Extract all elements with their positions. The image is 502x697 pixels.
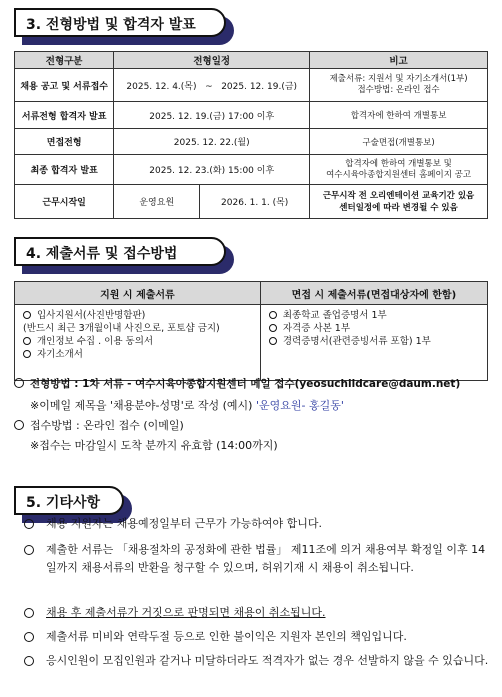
notice-item: 채용 지원자는 채용예정일부터 근무가 가능하여야 합니다. <box>24 515 494 533</box>
list-item: 입사지원서(사진반명함판) (반드시 최근 3개월이내 사진으로, 포토샵 금지) <box>23 310 220 334</box>
row-schedule: 2025. 12. 23.(화) 15:00 이후 <box>114 155 310 185</box>
section3-header <box>14 8 226 37</box>
notice-item: 채용 후 제출서류가 거짓으로 판명되면 채용이 취소됩니다. <box>24 604 494 622</box>
header-note: 비고 <box>310 52 488 69</box>
notice-item: 제출한 서류는 「채용절차의 공정화에 관한 법률」 제11조에 의거 채용여부 확정일 이후 14일까지 채용서류의 반환을 청구할 수 있으며, 허위기재 시 채용이 취소됩니다. <box>24 541 494 577</box>
row-label: 서류전형 합격자 발표 <box>15 102 114 129</box>
apply-docs-list <box>15 305 261 381</box>
list-item: 개인정보 수집 . 이용 동의서 <box>23 335 252 348</box>
row-label: 근무시작일 <box>15 185 114 219</box>
deadline-note: ※접수는 마감일시 도착 분까지 유효함 (14:00까지) <box>30 439 278 452</box>
email-example: '운영요원- 홍길동' <box>255 399 344 412</box>
section5-header <box>14 486 124 515</box>
interview-docs-list <box>260 305 487 381</box>
section5-title: 5. 기타사항 <box>26 495 101 511</box>
notice-item: 응시인원이 모집인원과 같거나 미달하더라도 적격자가 없는 경우 선발하지 않을 수 있습니다. <box>24 652 494 670</box>
header-apply-docs: 지원 시 제출서류 <box>15 282 261 305</box>
row-note: 구술면접(개별통보) <box>310 129 488 155</box>
list-item: 경력증명서(관련증빙서류 포함) 1부 <box>269 335 479 348</box>
circle-bullet-icon <box>24 519 34 529</box>
row-schedule-role: 운영요원 <box>114 185 200 219</box>
row-schedule: 2025. 12. 4.(목) ~ 2025. 12. 19.(금) <box>114 69 310 102</box>
row-label: 최종 합격자 발표 <box>15 155 114 185</box>
circle-bullet-icon <box>14 378 24 388</box>
circle-bullet-icon <box>24 632 34 642</box>
list-item: 자기소개서 <box>23 348 252 361</box>
schedule-table <box>14 51 488 219</box>
circle-bullet-icon <box>14 420 24 430</box>
header-type: 전형구분 <box>15 52 114 69</box>
row-note: 합격자에 한하여 개별통보 및 여수시육아종합지원센터 홈페이지 공고 <box>310 155 488 185</box>
method-line: 전형방법 : 1차 서류 - 여수시육아종합지원센터 메일 접수(yeosuchildcare@daum.net) <box>14 377 460 392</box>
row-note: 합격자에 한하여 개별통보 <box>310 102 488 129</box>
row-label: 채용 공고 및 서류접수 <box>15 69 114 102</box>
row-schedule: 2025. 12. 19.(금) 17:00 이후 <box>114 102 310 129</box>
row-schedule-date: 2026. 1. 1. (목) <box>200 185 310 219</box>
circle-bullet-icon <box>24 545 34 555</box>
row-label: 면접전형 <box>15 129 114 155</box>
circle-bullet-icon <box>24 656 34 666</box>
row-note: 제출서류: 지원서 및 자기소개서(1부) 접수방법: 온라인 접수 <box>310 69 488 102</box>
email-note: ※이메일 제목을 '채용분야-성명'로 작성 (예시) '운영요원- 홍길동' <box>30 399 344 412</box>
header-schedule: 전형일정 <box>114 52 310 69</box>
row-schedule: 2025. 12. 22.(월) <box>114 129 310 155</box>
list-item: 최종학교 졸업증명서 1부 <box>269 309 479 322</box>
documents-table <box>14 281 488 381</box>
list-item: 자격증 사본 1부 <box>269 322 479 335</box>
section4-title: 4. 제출서류 및 접수방법 <box>26 246 178 262</box>
apply-method-line: 접수방법 : 온라인 접수 (이메일) <box>14 418 184 433</box>
header-interview-docs: 면접 시 제출서류(면접대상자에 한함) <box>260 282 487 305</box>
notice-item: 제출서류 미비와 연락두절 등으로 인한 불이익은 지원자 본인의 책임입니다. <box>24 628 494 646</box>
section3-title: 3. 전형방법 및 합격자 발표 <box>26 17 196 33</box>
circle-bullet-icon <box>24 608 34 618</box>
row-note: 근무시작 전 오리엔테이션 교육기간 있음 센터일정에 따라 변경될 수 있음 <box>310 185 488 219</box>
section4-header <box>14 237 226 266</box>
